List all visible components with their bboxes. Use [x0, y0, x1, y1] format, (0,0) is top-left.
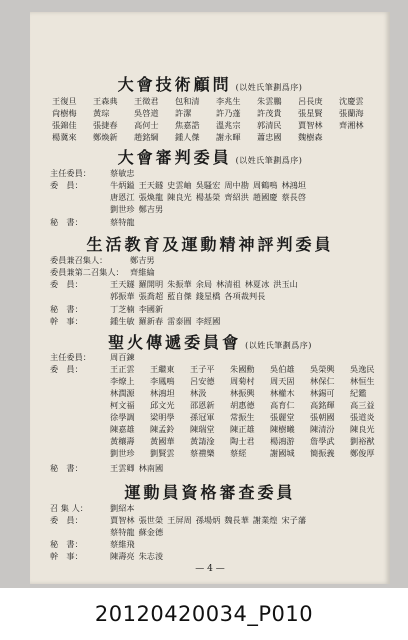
person-name: 黃國華 — [150, 436, 175, 446]
torch-member-label-row: 委 員： — [50, 364, 83, 374]
person-name: 胡惠德 — [230, 400, 255, 410]
person-name: 劉裕猷 — [350, 436, 375, 446]
judges-members-line — [110, 191, 310, 203]
person-name: 羅開明 — [138, 279, 164, 289]
person-name: 吳榮興 — [310, 364, 335, 374]
spirit-members-row: 委 員： 王天鐩 羅開明 朱振華 余局 林清祖 林夏冰 洪玉山 — [50, 278, 385, 290]
person-name: 許潔 — [175, 108, 192, 118]
person-name: 李國新 — [138, 304, 164, 314]
person-name: 王天鐩 — [110, 279, 135, 289]
person-name: 鄭煥新 — [93, 132, 118, 142]
person-name: 許茂貴 — [257, 108, 282, 118]
image-caption: 20120420034_P010 — [94, 602, 314, 626]
eligibility-secretary-row: 秘 書： 蔡維飛 — [50, 539, 135, 549]
eligibility-members-row: 委 員： 賈智林 張世榮 王屏周 孫場炳 魏長華 謝業煌 宋子藩 — [50, 514, 385, 526]
person-name: 林鴻坦 — [281, 180, 307, 190]
person-name: 高育仁 — [270, 400, 295, 410]
person-name: 魏長華 — [224, 515, 249, 525]
person-name: 齊湘林 — [339, 120, 364, 130]
person-name: 陳良光 — [350, 424, 375, 434]
person-name: 李兆生 — [216, 96, 241, 106]
person-name: 王徵君 — [134, 96, 159, 106]
person-name: 蔡經 — [230, 448, 247, 458]
person-name: 王正雲 — [110, 364, 135, 374]
person-name: 王雲卿 — [110, 463, 135, 473]
person-name: 張麗堂 — [270, 412, 295, 422]
person-name: 洪玉山 — [273, 279, 298, 289]
spirit-members-line — [110, 279, 302, 289]
person-name: 林保仁 — [310, 376, 335, 386]
person-name: 孫冠軍 — [190, 412, 215, 422]
document-page — [30, 12, 390, 584]
person-name: 尙樹梅 — [52, 108, 77, 118]
spirit-secretary-row: 秘 書： 丁芝楠 李國新 — [50, 303, 385, 315]
person-name: 陳正雄 — [230, 424, 255, 434]
person-name: 楊鴻游 — [270, 436, 295, 446]
person-name: 張捷春 — [93, 120, 118, 130]
person-name: 朱振華 — [167, 279, 192, 289]
person-name: 李鳳鳴 — [150, 376, 175, 386]
person-name: 陳良光 — [167, 192, 192, 202]
person-name: 張星賢 — [298, 108, 323, 118]
person-name: 包和清 — [175, 96, 200, 106]
person-name: 溫兆宗 — [216, 120, 241, 130]
torch-members-list — [110, 363, 385, 459]
torch-title: 聖火傳遞委員會 (以姓氏筆劃爲序) — [108, 333, 312, 352]
person-name: 陳壽亮 — [110, 551, 135, 561]
person-name: 林潤源 — [110, 388, 135, 398]
person-name: 齊紹洪 — [224, 192, 249, 202]
person-name: 呂長庚 — [298, 96, 323, 106]
person-name: 沈慶雲 — [339, 96, 364, 106]
person-name: 謝國城 — [270, 448, 295, 458]
person-name: 紀鑑 — [350, 388, 367, 398]
person-name: 王屏周 — [167, 515, 192, 525]
person-name: 史雲岫 — [167, 180, 192, 190]
judges-chair-row: 主任委員： 蔡敏忠 — [50, 168, 135, 178]
person-name: 丁芝楠 — [110, 304, 135, 314]
person-name: 楊基榮 — [195, 192, 221, 202]
person-name: 林權木 — [270, 388, 295, 398]
person-name: 謝業煌 — [252, 515, 278, 525]
person-name: 朱雲鵬 — [257, 96, 282, 106]
person-name: 高銘輝 — [310, 400, 335, 410]
spirit-secretary-names — [110, 304, 167, 314]
person-name: 王森典 — [93, 96, 118, 106]
person-name: 鍾人傑 — [175, 132, 200, 142]
person-name: 周天固 — [270, 376, 295, 386]
eligibility-members-line — [110, 515, 310, 525]
person-name: 林恒生 — [350, 376, 375, 386]
torch-chair-row: 主任委員： 周百鍊 — [50, 352, 135, 362]
person-name: 郭清民 — [257, 120, 282, 130]
eligibility-title: 運動員資格審查委員 — [124, 483, 296, 502]
spirit-staff-names — [110, 316, 224, 326]
person-name: 李經國 — [195, 316, 221, 326]
person-name: 宋子藩 — [281, 515, 307, 525]
eligibility-staff-names — [110, 551, 167, 561]
person-name: 簡振義 — [310, 448, 335, 458]
person-name: 牛炳鎰 — [110, 180, 135, 190]
person-name: 趙國慶 — [252, 192, 278, 202]
person-name: 吳逸民 — [350, 364, 375, 374]
person-name: 許乃蓬 — [216, 108, 241, 118]
person-name: 邱文光 — [150, 400, 175, 410]
person-name: 黃穰壽 — [110, 436, 135, 446]
eligibility-convener-row: 召 集 人： 劉紹本 — [50, 503, 135, 513]
person-name: 余局 — [195, 279, 213, 289]
person-name: 常振生 — [230, 412, 255, 422]
person-name: 羅新春 — [138, 316, 164, 326]
person-name: 蔡特龍 — [110, 527, 135, 537]
person-name: 林汲 — [190, 388, 207, 398]
person-name: 吳啓道 — [134, 108, 159, 118]
person-name: 陳孟鈴 — [150, 424, 175, 434]
torch-secretary-names — [110, 463, 167, 473]
person-name: 高三益 — [350, 400, 375, 410]
person-name: 王復旦 — [52, 96, 77, 106]
person-name: 周鶴鳴 — [252, 180, 278, 190]
person-name: 陶士君 — [230, 436, 255, 446]
judges-members-row: 委 員： 牛炳鎰 王天鐩 史雲岫 吳騷宏 周中勘 周鶴鳴 林鴻坦 — [50, 179, 385, 191]
eligibility-staff-row: 幹 事： 陳壽亮 朱志淩 — [50, 550, 385, 562]
person-name: 王天鐩 — [138, 180, 164, 190]
person-name: 林振興 — [230, 388, 255, 398]
person-name: 林鴻坦 — [150, 388, 175, 398]
person-name: 孫場炳 — [195, 515, 221, 525]
person-name: 賈智林 — [110, 515, 135, 525]
person-name: 蔡長啓 — [281, 192, 307, 202]
spirit-members-line — [110, 290, 269, 302]
person-name: 劉世珍 — [110, 448, 135, 458]
person-name: 雷泰圓 — [167, 316, 192, 326]
eligibility-members-line — [110, 526, 167, 538]
person-name: 陳清汾 — [310, 424, 335, 434]
person-name: 趙銘綱 — [134, 132, 159, 142]
person-name: 張喬超 — [138, 291, 164, 301]
person-name: 黃琮 — [93, 108, 110, 118]
person-name: 詹學武 — [310, 436, 335, 446]
person-name: 吳伯雄 — [270, 364, 295, 374]
person-name: 劉世珍 — [110, 204, 135, 214]
person-name: 各項裁判長 — [224, 291, 266, 301]
judges-members-line — [110, 180, 310, 190]
person-name: 呂安德 — [190, 376, 215, 386]
person-name: 朱國勳 — [230, 364, 255, 374]
person-name: 楊冀來 — [52, 132, 77, 142]
person-name: 蘇金德 — [138, 527, 164, 537]
person-name: 張錦佳 — [52, 120, 77, 130]
person-name: 唐恩江 — [110, 192, 135, 202]
person-name: 魏樹森 — [298, 132, 323, 142]
spirit-title: 生活教育及運動精神評判委員 — [86, 235, 334, 254]
page-number: — 4 — — [195, 564, 225, 574]
person-name: 賈智林 — [298, 120, 323, 130]
person-name: 焦嘉誥 — [175, 120, 200, 130]
person-name: 林錫可 — [310, 388, 335, 398]
person-name: 徐學調 — [110, 412, 135, 422]
person-name: 邵恩新 — [190, 400, 215, 410]
person-name: 鍾生敏 — [110, 316, 135, 326]
person-name: 周菊村 — [230, 376, 255, 386]
person-name: 劉賢雲 — [150, 448, 175, 458]
person-name: 錢星橋 — [195, 291, 221, 301]
person-name: 蔡禮樂 — [190, 448, 215, 458]
person-name: 張世榮 — [138, 515, 164, 525]
person-name: 高何士 — [134, 120, 159, 130]
torch-secretary-row: 秘 書： 王雲卿 林南國 — [50, 462, 385, 474]
judges-title: 大會審判委員 (以姓氏筆劃爲序) — [117, 148, 303, 167]
person-name: 謝永暉 — [216, 132, 241, 142]
person-name: 張朝國 — [310, 412, 335, 422]
advisors-list — [52, 95, 375, 143]
spirit-convener1-row: 委員兼召集人： 鄭吉男 — [50, 255, 155, 265]
person-name: 梁明學 — [150, 412, 175, 422]
person-name: 吳騷宏 — [195, 180, 221, 190]
person-name: 鄭吉男 — [138, 204, 164, 214]
person-name: 林清祖 — [216, 279, 241, 289]
person-name: 王繼東 — [150, 364, 175, 374]
person-name: 陳嘉雄 — [110, 424, 135, 434]
person-name: 張煥龍 — [138, 192, 164, 202]
judges-secretary-row: 秘 書： 蔡特龍 — [50, 217, 135, 227]
person-name: 陳瑞堂 — [190, 424, 215, 434]
person-name: 林夏冰 — [244, 279, 270, 289]
person-name: 林南國 — [138, 463, 164, 473]
person-name: 張道炎 — [350, 412, 375, 422]
spirit-convener2-row: 委員兼第二召集人： 齊維綸 — [50, 267, 155, 277]
person-name: 柯文福 — [110, 400, 135, 410]
spirit-staff-row: 幹 事： 鍾生敏 羅新春 雷泰圓 李經國 — [50, 315, 385, 327]
person-name: 郭振華 — [110, 291, 135, 301]
person-name: 張蘭海 — [339, 108, 364, 118]
person-name: 藍自傑 — [167, 291, 192, 301]
person-name: 陳樹曦 — [270, 424, 295, 434]
person-name: 黃請淦 — [190, 436, 215, 446]
person-name: 蕭忠國 — [257, 132, 282, 142]
person-name: 朱志淩 — [138, 551, 164, 561]
person-name: 周中勘 — [224, 180, 249, 190]
advisors-title: 大會技術顧問 (以姓氏筆劃爲序) — [117, 75, 303, 94]
person-name: 王子平 — [190, 364, 215, 374]
judges-members-line — [110, 203, 167, 215]
person-name: 李燎上 — [110, 376, 135, 386]
person-name: 鄭俊厚 — [350, 448, 375, 458]
